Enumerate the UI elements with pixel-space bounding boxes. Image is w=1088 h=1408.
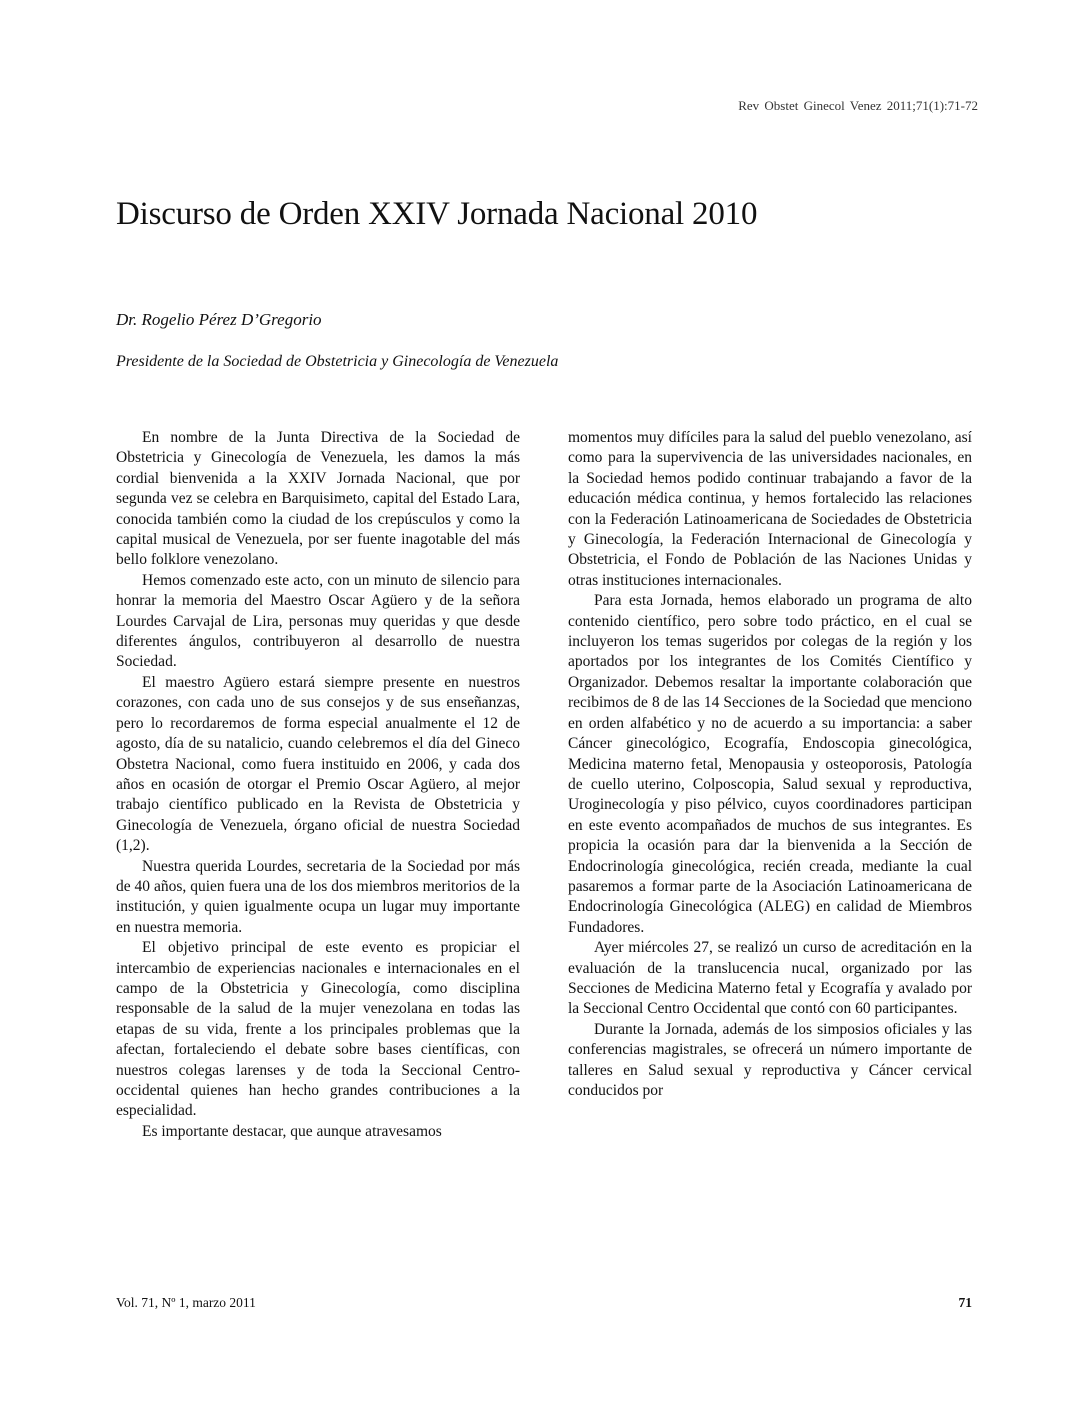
paragraph: Durante la Jornada, además de los simposios oficiales y las conferencias magistrales, se ofrecerá un número importante de talleres en Salud sexual y reproductiva y Cáncer cervical conducidos por	[568, 1020, 972, 1099]
author-name: Dr. Rogelio Pérez D’Gregorio	[116, 310, 322, 329]
right-column	[568, 428, 972, 1101]
article-title: Discurso de Orden XXIV Jornada Nacional 2010	[116, 196, 758, 232]
paragraph-continued: momentos muy difíciles para la salud del pueblo venezolano, así como para la supervivencia de las universidades nacionales, en la Sociedad hemos podido continuar trabajando a favor de la educación médica continua, y hemos fortalecido las relaciones con la Federación Latinoamericana de Sociedades de Obstetricia y Ginecología, la Federación Internacional de Ginecología y Obstetricia, el Fondo de Población de las Naciones Unidas y otras instituciones internacionales.	[568, 429, 972, 589]
page-number: 71	[958, 1295, 972, 1310]
paragraph: Para esta Jornada, hemos elaborado un programa de alto contenido científico, pero sobre todo práctico, en el cual se incluyeron los temas sugeridos por colegas de la región y los aportados por los integrantes de los Comités Científico y Organizador. Debemos resaltar la importante colaboración que recibimos de 8 de las 14 Secciones de la Sociedad que menciono en orden alfabético y no de acuerdo a su importancia: a saber Cáncer ginecológico, Ecografía, Endoscopia ginecológica, Medicina materno fetal, Menopausia y osteoporosis, Patología de cuello uterino, Colposcopia, Salud sexual y reproductiva, Uroginecología y piso pélvico, cuyos coordinadores participan en este evento acompañados de muchos de sus integrantes. Es propicia la ocasión para dar la bienvenida a la Sección de Endocrinología ginecológica, recién creada, mediante la cual pasaremos a formar parte de la Asociación Latinoamericana de Endocrinología Ginecológica (ALEG) en calidad de Miembros Fundadores.	[568, 592, 972, 936]
paragraph: El maestro Agüero estará siempre presente en nuestros corazones, con cada uno de sus consejos y de sus enseñanzas, pero lo recordaremos de forma especial anualmente el 12 de agosto, día de su natalicio, cuando celebremos el día del Gineco Obstetra Nacional, como fuera instituido en 2006, y cada dos años en ocasión de otorgar el Premio Oscar Agüero, al mejor trabajo científico publicado en la Revista de Obstetricia y Ginecología de Venezuela, órgano oficial de nuestra Sociedad (1,2).	[116, 673, 520, 855]
author-affiliation: Presidente de la Sociedad de Obstetricia y Ginecología de Venezuela	[116, 353, 559, 370]
paragraph: Ayer miércoles 27, se realizó un curso de acreditación en la evaluación de la translucencia nucal, organizado por las Secciones de Medicina Materno fetal y Ecografía y avalado por la Seccional Centro Occidental que contó con 60 participantes.	[568, 939, 972, 1018]
journal-citation: Rev Obstet Ginecol Venez 2011;71(1):71-72	[738, 98, 978, 113]
paragraph: Es importante destacar, que aunque atravesamos	[142, 1122, 442, 1140]
left-column	[116, 428, 520, 1142]
footer-volume: Vol. 71, Nº 1, marzo 2011	[116, 1295, 256, 1310]
paragraph: Nuestra querida Lourdes, secretaria de la Sociedad por más de 40 años, quien fuera una de los dos miembros meritorios de la institución, y quien igualmente ocupa un lugar muy importante en nuestra memoria.	[116, 857, 520, 936]
paragraph: En nombre de la Junta Directiva de la Sociedad de Obstetricia y Ginecología de Venezuela, les damos la más cordial bienvenida a la XXIV Jornada Nacional, que por segunda vez se celebra en Barquisimeto, capital del Estado Lara, conocida también como la ciudad de los crepúsculos y como la capital musical de Venezuela, por ser fuente inagotable del más bello folklore venezolano.	[116, 429, 520, 569]
paragraph: Hemos comenzado este acto, con un minuto de silencio para honrar la memoria del Maestro Oscar Agüero y de la señora Lourdes Carvajal de Lira, personas muy queridas y que desde diferentes ángulos, contribuyeron al desarrollo de nuestra Sociedad.	[116, 571, 520, 671]
paragraph: El objetivo principal de este evento es propiciar el intercambio de experiencias nacionales e internacionales en el campo de la Obstetricia y Ginecología, como disciplina responsable de la salud de la mujer venezolana en todas las etapas de su vida, frente a los principales problemas que la afectan, fortaleciendo el debate sobre bases científicas, con nuestros colegas larenses y de toda la Seccional Centro-occidental quienes han hecho grandes contribuciones a la especialidad.	[116, 939, 520, 1120]
